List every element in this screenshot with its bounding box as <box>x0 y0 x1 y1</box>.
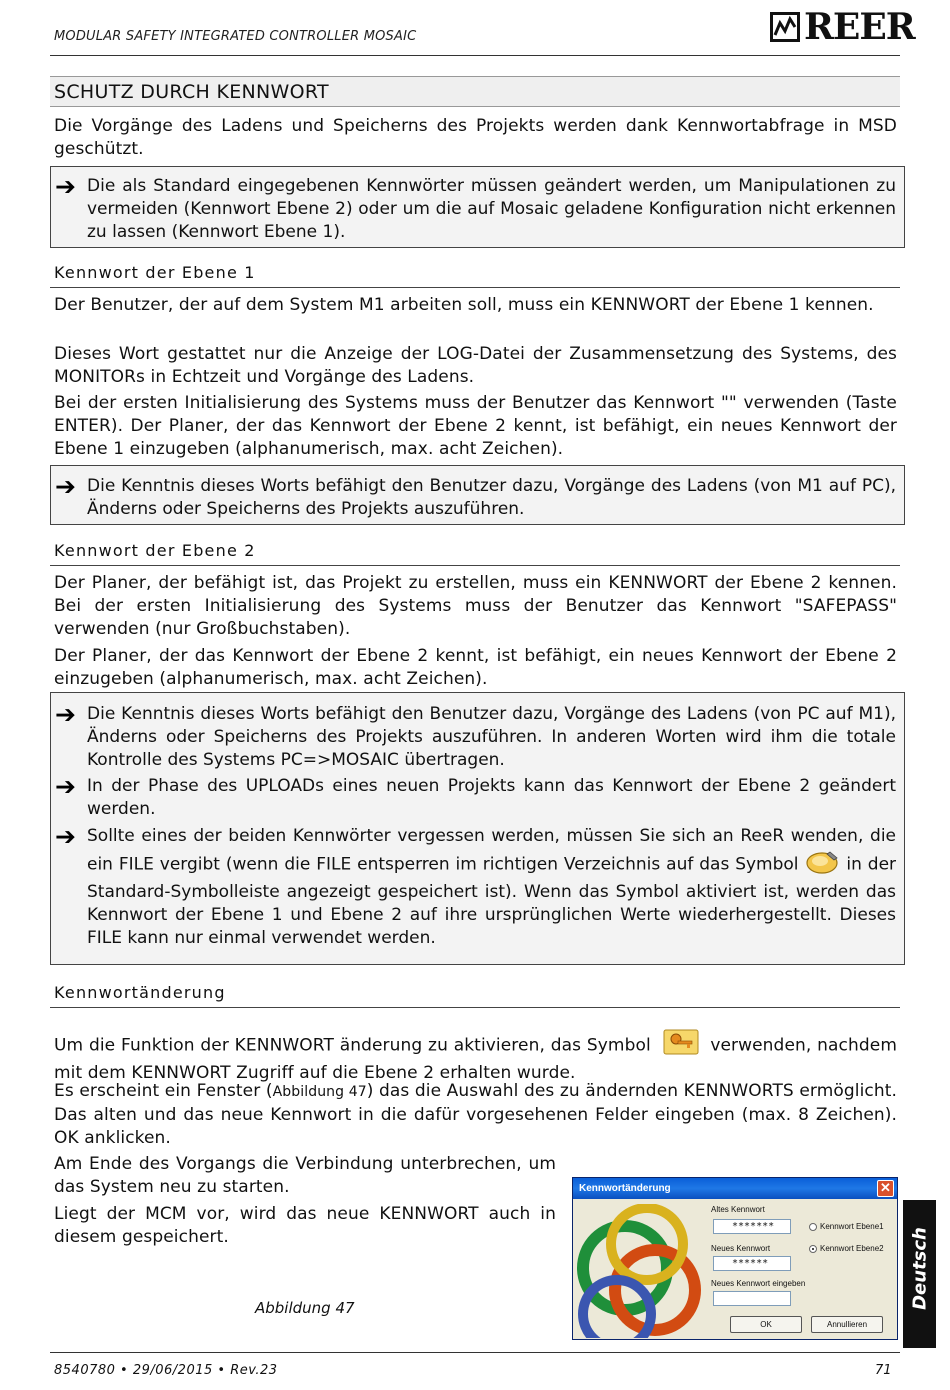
reer-logo <box>770 8 915 46</box>
old-password-field[interactable]: ******* <box>713 1219 791 1234</box>
level1-paragraph-2: Dieses Wort gestattet nur die Anzeige der LOG-Datei der Zusammensetzung des Systems, des MONITORs in Echtzeit und Vorgänge des Ladens. <box>54 344 897 387</box>
level1-paragraph-3: Bei der ersten Initialisierung des Systems muss der Benutzer das Kennwort "" verwenden (Taste ENTER). Der Planer, der das Kennwort der Ebene 2 kennt, ist befähigt, ein neues Kennwort der Ebene 1 einzugeben (alphanumerisch, max. acht Zeichen). <box>54 393 897 459</box>
heading-level1: Kennwort der Ebene 1 <box>54 263 256 282</box>
right-arrow-icon: ➔ <box>55 772 76 801</box>
cancel-button[interactable]: Annullieren <box>811 1316 883 1333</box>
note-level1-text: Die Kenntnis dieses Worts befähigt den Benutzer dazu, Vorgänge des Ladens (von M1 auf PC), Änderns oder Speicherns des Projekts auszuführen. <box>87 476 896 519</box>
level2-paragraph-1: Der Planer, der befähigt ist, das Projekt zu erstellen, muss ein KENNWORT der Ebene 2 kennen. Bei der ersten Initialisierung des Systems muss der Benutzer das Kennwort "SAFEPASS" verwenden (nur Großbuchstaben). <box>54 573 897 639</box>
close-icon[interactable]: ✕ <box>877 1180 894 1197</box>
note-level2-text-1: Die Kenntnis dieses Worts befähigt den Benutzer dazu, Vorgänge des Ladens (von PC auf M1), Änderns oder Speicherns des Projekts auszuführen. In anderen Worten wird ihm die totale Kontrolle des Systems PC=>MOSAIC übertragen. <box>87 704 896 770</box>
confirm-password-field[interactable] <box>713 1291 791 1306</box>
note-default-text: Die als Standard eingegebenen Kennwörter müssen geändert werden, um Manipulationen zu vermeiden (Kennwort Ebene 2) oder um die auf Mosaic geladene Konfiguration nicht erkennen zu lassen (Kennwort Ebene 1). <box>87 176 896 242</box>
radio-level2[interactable] <box>809 1244 884 1253</box>
right-arrow-icon: ➔ <box>55 822 76 851</box>
change-paragraph-2 <box>54 1080 897 1150</box>
note3-part-b: in der Standard-Symbolleiste angezeigt gespeichert ist). Wenn das Symbol aktiviert ist, werden das Kennwort der Ebene 1 und Ebene 2 auf ihre ursprünglichen Werte wiederhergestellt. Dieses FILE kann nur einmal verwendet werden. <box>87 854 897 948</box>
note-box-default <box>50 166 905 248</box>
logo-mark-icon <box>770 12 800 42</box>
change-paragraph-1 <box>54 1029 897 1085</box>
radio-level1-dot[interactable] <box>809 1223 817 1231</box>
page-number: 71 <box>875 1363 892 1378</box>
password-change-icon <box>663 1029 699 1062</box>
new-password-label: Neues Kennwort <box>711 1244 771 1253</box>
radio-level2-dot[interactable] <box>809 1245 817 1253</box>
footer-document-info: 8540780 • 29/06/2015 • Rev.23 <box>54 1363 278 1378</box>
change-paragraph-3: Am Ende des Vorgangs die Verbindung unterbrechen, um das System neu zu starten. <box>54 1154 556 1197</box>
confirm-password-label: Neues Kennwort eingeben <box>711 1279 806 1288</box>
heading-divider <box>50 287 900 288</box>
heading-divider <box>50 565 900 566</box>
radio-level1-label: Kennwort Ebene1 <box>820 1222 884 1231</box>
radio-level2-label: Kennwort Ebene2 <box>820 1244 884 1253</box>
ok-button[interactable]: OK <box>730 1316 802 1333</box>
note-level2-text-3 <box>87 825 896 950</box>
change-p2-part-b: ) das die Auswahl des zu ändernden KENNWORTS ermöglicht. Das alten und das neue Kennwort in die dafür vorgesehenen Felder eingeben (max. 8 Zeichen). OK anklicken. <box>54 1081 897 1148</box>
new-password-field[interactable]: ****** <box>713 1256 791 1271</box>
intro-paragraph: Die Vorgänge des Ladens und Speicherns des Projekts werden dank Kennwortabfrage in MSD geschützt. <box>54 116 897 159</box>
change-p1-part-b: verwenden, nachdem mit dem KENNWORT Zugriff auf die Ebene 2 erhalten wurde. <box>54 1035 897 1083</box>
note-box-level2 <box>50 692 905 965</box>
level1-paragraph-1: Der Benutzer, der auf dem System M1 arbeiten soll, muss ein KENNWORT der Ebene 1 kennen. <box>54 295 874 315</box>
right-arrow-icon: ➔ <box>55 472 76 501</box>
change-paragraph-4: Liegt der MCM vor, wird das neue KENNWORT auch in diesem gespeichert. <box>54 1204 556 1247</box>
section-title: SCHUTZ DURCH KENNWORT <box>50 76 900 107</box>
heading-change: Kennwortänderung <box>54 983 226 1002</box>
figure-caption: Abbildung 47 <box>255 1299 355 1317</box>
language-label: Deutsch <box>909 1227 931 1310</box>
dialog-titlebar <box>573 1178 897 1199</box>
note3-part-a: Sollte eines der beiden Kennwörter vergessen werden, müssen Sie sich an ReeR wenden, die ein FILE vergibt (wenn die FILE entsperren im richtigen Verzeichnis auf das Symbol <box>87 826 896 875</box>
language-side-tab <box>903 1200 936 1348</box>
header-divider <box>50 55 900 56</box>
change-p2-part-a: Es erscheint ein Fenster ( <box>54 1081 273 1101</box>
figure-reference: Abbildung 47 <box>272 1084 367 1100</box>
right-arrow-icon: ➔ <box>55 172 76 201</box>
decorative-rings-graphic <box>577 1204 703 1338</box>
footer-divider <box>50 1352 900 1353</box>
heading-divider <box>50 1007 900 1008</box>
dialog-title: Kennwortänderung <box>579 1183 671 1194</box>
right-arrow-icon: ➔ <box>55 700 76 729</box>
heading-level2: Kennwort der Ebene 2 <box>54 541 256 560</box>
radio-level1[interactable] <box>809 1222 884 1231</box>
note-box-level1 <box>50 465 905 525</box>
old-password-label: Altes Kennwort <box>711 1205 765 1214</box>
level2-paragraph-2: Der Planer, der das Kennwort der Ebene 2 kennt, ist befähigt, ein neues Kennwort der Ebene 2 einzugeben (alphanumerisch, max. acht Zeichen). <box>54 646 897 689</box>
password-change-dialog <box>572 1177 898 1340</box>
note-level2-text-2: In der Phase des UPLOADs eines neuen Projekts kann das Kennwort der Ebene 2 geändert werden. <box>87 776 896 819</box>
document-header-title: MODULAR SAFETY INTEGRATED CONTROLLER MOSAIC <box>54 29 417 44</box>
change-p1-part-a: Um die Funktion der KENNWORT änderung zu aktivieren, das Symbol <box>54 1035 651 1056</box>
logo-text: REER <box>804 6 915 48</box>
unlock-file-icon <box>804 848 840 881</box>
